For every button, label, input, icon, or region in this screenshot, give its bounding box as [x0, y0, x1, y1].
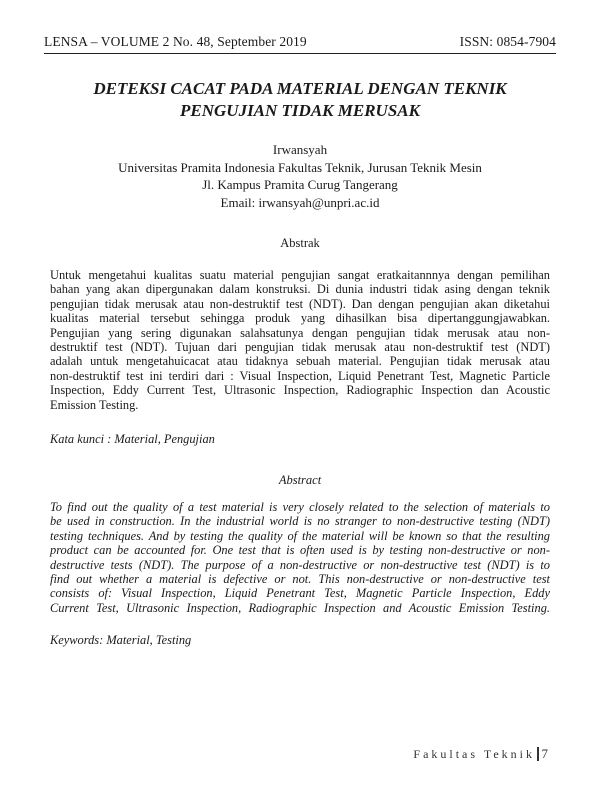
- running-header: [44, 34, 556, 54]
- abstrak-heading: Abstrak: [280, 236, 320, 250]
- abstract-line: find out whether a material is defective or not. This non-destructive or non-destructive test: [50, 572, 550, 587]
- abstract-line: destructive tests (NDT). The purpose of a non-destructive or non-destructive test (NDT) is to: [50, 557, 550, 572]
- author-affiliation: Universitas Pramita Indonesia Fakultas Teknik, Jurusan Teknik Mesin: [118, 159, 482, 175]
- kata-kunci: Kata kunci : Material, Pengujian: [50, 432, 215, 446]
- abstrak-line: adalah untuk mengetahuicacat atau tidaknya sebuah material. Pengujian tidak merusak atau: [50, 354, 550, 369]
- paper-title: [44, 78, 556, 122]
- abstract-paragraph: [50, 500, 550, 615]
- abstrak-line: bahan yang akan dipergunakan dalam konstruksi. Di dunia industri tidak asing dengan teknik: [50, 282, 550, 297]
- abstrak-line: Untuk mengetahui kualitas suatu material pengujian sangat eratkaitannnya dengan pemilihan: [50, 268, 550, 282]
- abstrak-line: Pengujian yang sering digunakan salahsatunya dengan pengujian tidak merusak atau non-: [50, 325, 550, 340]
- title-line-2: PENGUJIAN TIDAK MERUSAK: [180, 101, 420, 120]
- footer-divider: [537, 747, 539, 761]
- keywords: Keywords: Material, Testing: [50, 633, 192, 647]
- author-name: Irwansyah: [272, 142, 328, 157]
- journal-citation: LENSA – VOLUME 2 No. 48, September 2019: [44, 34, 307, 49]
- abstract-line: Current Test, Ultrasonic Inspection, Radiographic Inspection and Acoustic Emission Testing.: [50, 600, 550, 615]
- author-address: Jl. Kampus Pramita Curug Tangerang: [202, 177, 398, 192]
- author-block: [44, 141, 556, 211]
- abstract-line: product can be accounted for. One test that is often used is by testing non-destructive or non-: [50, 543, 550, 558]
- abstract-heading: Abstract: [278, 473, 322, 487]
- issn-label: ISSN: 0854-7904: [459, 34, 556, 49]
- abstrak-line: kualitas material tersebut sehingga produk yang dihasilkan bisa dipertanggungjawabkan.: [50, 311, 550, 326]
- abstrak-line: Inspection, Eddy Current Test, Ultrasonic Inspection, Radiographic Inspection dan Acoustic: [50, 383, 550, 398]
- abstrak-line: destruktif test (NDT). Tujuan dari pengujian tidak merusak atau non-destruktif test (NDT): [50, 340, 550, 355]
- abstract-line: be used in construction. In the industrial world is no stranger to non-destructive testing (NDT): [50, 514, 550, 529]
- abstract-line: testing techniques. And by testing the quality of the material will be known so that the resulting: [50, 528, 550, 543]
- footer-faculty: Fakultas Teknik: [413, 746, 535, 761]
- abstract-line: consists of: Visual Inspection, Liquid Penetrant Test, Magnetic Particle Inspection, Eddy: [50, 586, 550, 601]
- abstrak-line: pengujian tidak merusak atau non-destruktif test (NDT). Dan dengan pengujian akan diketahui: [50, 296, 550, 311]
- page-number: 7: [541, 746, 548, 761]
- page-footer: [413, 746, 548, 762]
- abstrak-paragraph: [50, 268, 550, 412]
- title-line-1: DETEKSI CACAT PADA MATERIAL DENGAN TEKNIK: [93, 79, 507, 98]
- abstrak-line: non-destruktif test ini terdiri dari : Visual Inspection, Liquid Penetrant Test, Magnetic Particle: [50, 368, 550, 383]
- author-email: Email: irwansyah@unpri.ac.id: [220, 194, 380, 210]
- abstract-line: To find out the quality of a test material is very closely related to the selection of materials to: [50, 500, 550, 514]
- abstrak-line: Emission Testing.: [50, 397, 139, 412]
